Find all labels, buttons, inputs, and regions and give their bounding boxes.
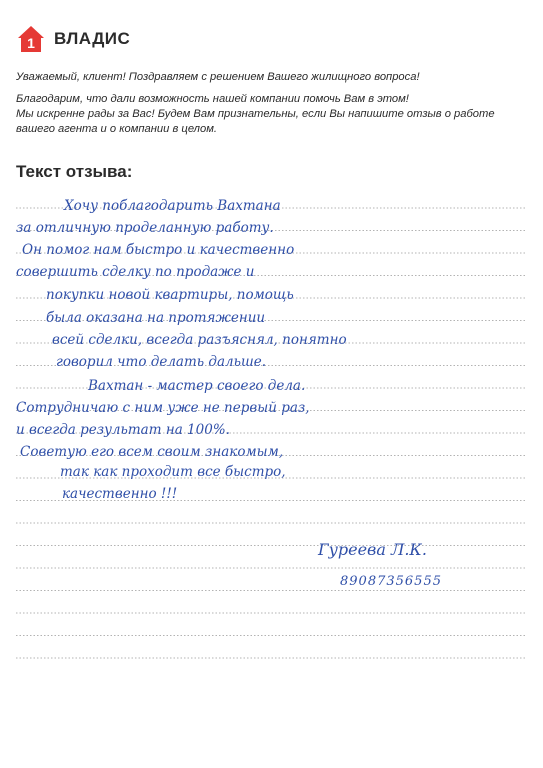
intro-line-2: Благодарим, что дали возможность нашей компании помочь Вам в этом! <box>16 93 409 105</box>
signature: Гуреева Л.К. <box>318 540 427 559</box>
logo-digit: 1 <box>27 35 35 51</box>
phone-number: 89087356555 <box>340 574 442 589</box>
review-line: качественно !!! <box>62 486 178 502</box>
intro-line-3: Мы искренне рады за Вас! Будем Вам признательны, если Вы напишите отзыв о работе вашего агента и о компании в целом. <box>16 108 495 135</box>
house-key-icon <box>16 24 46 54</box>
review-line: и всегда результат на 100%. <box>16 422 230 438</box>
review-line: говорил что делать дальше. <box>56 354 267 370</box>
brand-name: ВЛАДИС <box>54 29 131 48</box>
review-line: была оказана на протяжении <box>46 310 266 326</box>
review-line: Советую его всем своим знакомым, <box>20 444 284 460</box>
review-line: покупки новой квартиры, помощь <box>46 287 294 303</box>
review-line: Вахтан - мастер своего дела. <box>88 378 306 394</box>
review-line: Сотрудничаю с ним уже не первый раз, <box>16 400 310 416</box>
review-line: за отличную проделанную работу. <box>16 220 274 236</box>
review-line: совершить сделку по продаже и <box>16 264 255 280</box>
review-line: Хочу поблагодарить Вахтана <box>64 198 281 214</box>
review-line: так как проходит все быстро, <box>60 464 286 480</box>
review-line: Он помог нам быстро и качественно <box>22 242 295 258</box>
intro-text <box>16 70 526 144</box>
brand-logo <box>16 22 130 56</box>
review-line: всей сделки, всегда разъяснял, понятно <box>52 332 347 348</box>
intro-line-1: Уважаемый, клиент! Поздравляем с решением Вашего жилищного вопроса! <box>16 71 420 83</box>
review-heading: Текст отзыва: <box>16 162 133 181</box>
